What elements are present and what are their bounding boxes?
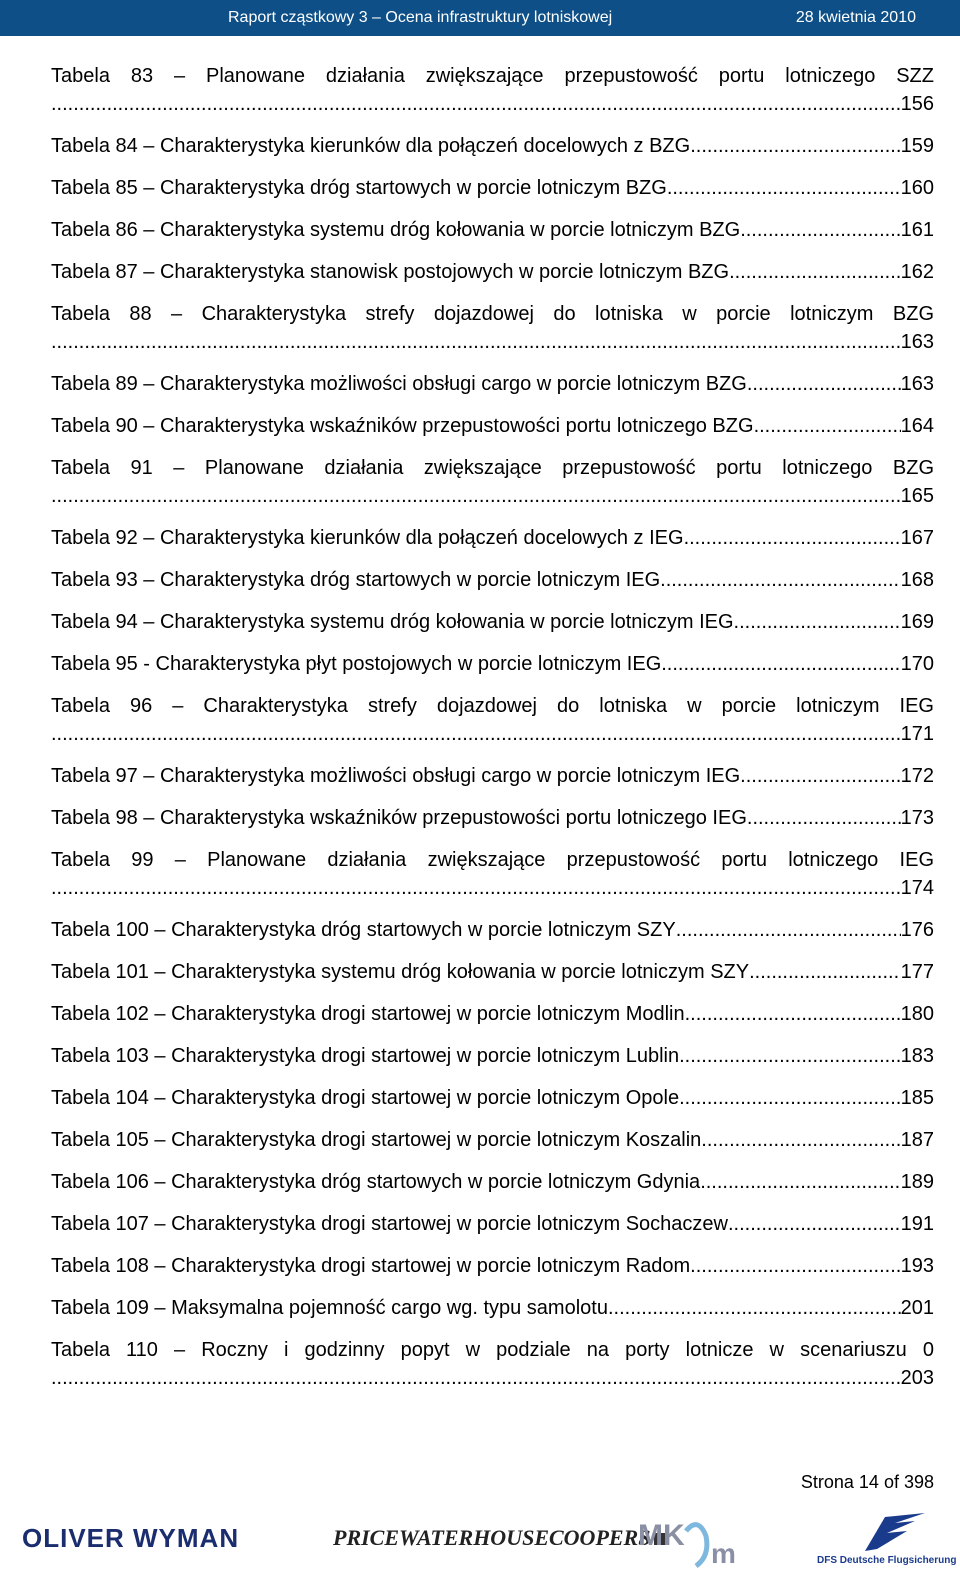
mkm-logo	[636, 1511, 756, 1571]
toc-entry-page: 163	[900, 373, 934, 395]
toc-entry[interactable]	[51, 1126, 934, 1154]
toc-entry-title: Tabela 101 – Charakterystyka systemu dróg kołowania w porcie lotniczym SZY	[51, 961, 750, 983]
toc-entry[interactable]	[51, 608, 934, 636]
toc-entry-title: Tabela 94 – Charakterystyka systemu dróg kołowania w porcie lotniczym IEG	[51, 611, 734, 633]
toc-entry-page: 173	[900, 807, 934, 829]
toc-entry-title: Tabela 96 – Charakterystyka strefy dojazdowej do lotniska w porcie lotniczym IEG	[51, 695, 934, 717]
toc-entry[interactable]	[51, 1000, 934, 1028]
toc-entry-title: Tabela 97 – Charakterystyka możliwości obsługi cargo w porcie lotniczym IEG	[51, 765, 741, 787]
toc-leader-dots	[679, 1084, 901, 1112]
toc-leader-dots	[51, 90, 901, 118]
toc-entry-page: 177	[900, 961, 934, 983]
toc-entry-page: 172	[900, 765, 934, 787]
toc-entry[interactable]	[51, 1252, 934, 1280]
toc-entry-title: Tabela 86 – Charakterystyka systemu dróg kołowania w porcie lotniczym BZG	[51, 219, 741, 241]
toc-leader-dots	[685, 1000, 901, 1028]
toc-entry[interactable]	[51, 132, 934, 160]
toc-entry-page: 162	[900, 261, 934, 283]
toc-entry[interactable]	[51, 958, 934, 986]
toc-leader-dots	[700, 1168, 900, 1196]
toc-entry[interactable]	[51, 216, 934, 244]
toc-leader-dots	[51, 874, 901, 902]
toc-entry-page: 174	[900, 877, 934, 899]
toc-entry-page: 163	[900, 331, 934, 353]
toc-entry-page: 161	[900, 219, 934, 241]
toc-leader-dots	[747, 804, 901, 832]
toc-entry-page: 201	[900, 1297, 934, 1319]
toc-entry-title: Tabela 110 – Roczny i godzinny popyt w podziale na porty lotnicze w scenariuszu 0	[51, 1339, 934, 1361]
toc-entry[interactable]	[51, 174, 934, 202]
toc-entry-page: 180	[900, 1003, 934, 1025]
toc-leader-dots	[690, 132, 900, 160]
toc-leader-dots	[667, 174, 901, 202]
toc-entry-title: Tabela 108 – Charakterystyka drogi startowej w porcie lotniczym Radom	[51, 1255, 691, 1277]
toc-entry[interactable]	[51, 62, 934, 118]
toc-entry[interactable]	[51, 258, 934, 286]
toc-entry-title: Tabela 84 – Charakterystyka kierunków dla połączeń docelowych z BZG	[51, 135, 691, 157]
toc-leader-dots	[740, 216, 900, 244]
toc-entry-title: Tabela 106 – Charakterystyka dróg startowych w porcie lotniczym Gdynia	[51, 1171, 701, 1193]
oliver-wyman-logo: OLIVER WYMAN	[22, 1523, 240, 1553]
toc-entry-title: Tabela 92 – Charakterystyka kierunków dla połączeń docelowych z IEG	[51, 527, 684, 549]
toc-entry[interactable]	[51, 1168, 934, 1196]
toc-leader-dots	[608, 1294, 901, 1322]
toc-entry-page: 170	[900, 653, 934, 675]
table-of-contents	[51, 62, 934, 1406]
toc-entry-title: Tabela 102 – Charakterystyka drogi startowej w porcie lotniczym Modlin	[51, 1003, 685, 1025]
toc-entry-title: Tabela 98 – Charakterystyka wskaźników przepustowości portu lotniczego IEG	[51, 807, 747, 829]
toc-entry-page: 171	[900, 723, 934, 745]
toc-entry[interactable]	[51, 412, 934, 440]
toc-entry-title: Tabela 99 – Planowane działania zwiększające przepustowość portu lotniczego IEG	[51, 849, 934, 871]
toc-leader-dots	[747, 370, 901, 398]
toc-entry[interactable]	[51, 1210, 934, 1238]
svg-text:m: m	[711, 1538, 736, 1569]
toc-entry-page: 167	[900, 527, 934, 549]
toc-leader-dots	[690, 1252, 900, 1280]
toc-entry[interactable]	[51, 1294, 934, 1322]
toc-entry-page: 169	[900, 611, 934, 633]
toc-leader-dots	[676, 916, 901, 944]
toc-leader-dots	[51, 328, 901, 356]
toc-entry-page: 165	[900, 485, 934, 507]
toc-entry[interactable]	[51, 524, 934, 552]
toc-entry-title: Tabela 88 – Charakterystyka strefy dojazdowej do lotniska w porcie lotniczym BZG	[51, 303, 934, 325]
toc-entry-title: Tabela 105 – Charakterystyka drogi startowej w porcie lotniczym Koszalin	[51, 1129, 702, 1151]
toc-leader-dots	[728, 1210, 901, 1238]
page-header	[0, 0, 960, 36]
pwc-logo	[333, 1525, 666, 1551]
toc-entry-page: 187	[900, 1129, 934, 1151]
toc-entry-title: Tabela 89 – Charakterystyka możliwości obsługi cargo w porcie lotniczym BZG	[51, 373, 747, 395]
toc-entry-title: Tabela 109 – Maksymalna pojemność cargo wg. typu samolotu	[51, 1297, 608, 1319]
dfs-logo-text: DFS Deutsche Flugsicherung	[817, 1555, 957, 1566]
toc-entry-title: Tabela 104 – Charakterystyka drogi startowej w porcie lotniczym Opole	[51, 1087, 680, 1109]
toc-leader-dots	[679, 1042, 901, 1070]
toc-entry-page: 193	[900, 1255, 934, 1277]
toc-entry-title: Tabela 87 – Charakterystyka stanowisk postojowych w porcie lotniczym BZG	[51, 261, 730, 283]
toc-leader-dots	[740, 762, 900, 790]
toc-entry-page: 168	[900, 569, 934, 591]
toc-entry-title: Tabela 95 - Charakterystyka płyt postojowych w porcie lotniczym IEG	[51, 653, 662, 675]
toc-entry-page: 183	[900, 1045, 934, 1067]
toc-entry[interactable]	[51, 916, 934, 944]
toc-entry[interactable]	[51, 804, 934, 832]
toc-entry-page: 189	[900, 1171, 934, 1193]
toc-entry[interactable]	[51, 300, 934, 356]
toc-leader-dots	[661, 650, 900, 678]
toc-entry-title: Tabela 103 – Charakterystyka drogi startowej w porcie lotniczym Lublin	[51, 1045, 680, 1067]
toc-entry[interactable]	[51, 454, 934, 510]
dfs-logo	[815, 1511, 957, 1577]
toc-entry-page: 185	[900, 1087, 934, 1109]
toc-entry-page: 164	[900, 415, 934, 437]
toc-entry-title: Tabela 83 – Planowane działania zwiększające przepustowość portu lotniczego SZZ	[51, 65, 934, 87]
toc-entry-title: Tabela 100 – Charakterystyka dróg startowych w porcie lotniczym SZY	[51, 919, 676, 941]
toc-entry-title: Tabela 90 – Charakterystyka wskaźników przepustowości portu lotniczego BZG	[51, 415, 754, 437]
svg-text:MK: MK	[638, 1519, 685, 1552]
toc-entry-page: 159	[900, 135, 934, 157]
toc-entry[interactable]	[51, 1042, 934, 1070]
toc-entry[interactable]	[51, 1084, 934, 1112]
pwc-logo-text: PRICEWATERHOUSECOOPERS	[333, 1525, 651, 1550]
toc-leader-dots	[734, 608, 901, 636]
toc-leader-dots	[51, 1364, 901, 1392]
toc-entry-page: 203	[900, 1367, 934, 1389]
header-title: Raport cząstkowy 3 – Ocena infrastruktury lotniskowej	[228, 9, 613, 26]
header-date: 28 kwietnia 2010	[795, 9, 916, 26]
toc-entry[interactable]	[51, 1336, 934, 1392]
toc-entry-title: Tabela 107 – Charakterystyka drogi startowej w porcie lotniczym Sochaczew	[51, 1213, 728, 1235]
toc-entry-page: 160	[900, 177, 934, 199]
toc-leader-dots	[51, 482, 901, 510]
toc-entry[interactable]	[51, 370, 934, 398]
toc-entry-title: Tabela 85 – Charakterystyka dróg startowych w porcie lotniczym BZG	[51, 177, 667, 199]
toc-leader-dots	[749, 958, 901, 986]
footer-logos	[0, 1505, 960, 1583]
toc-leader-dots	[660, 566, 900, 594]
toc-leader-dots	[51, 720, 901, 748]
toc-leader-dots	[754, 412, 901, 440]
toc-leader-dots	[684, 524, 901, 552]
toc-entry-title: Tabela 93 – Charakterystyka dróg startowych w porcie lotniczym IEG	[51, 569, 661, 591]
toc-entry[interactable]	[51, 762, 934, 790]
toc-entry-page: 191	[900, 1213, 934, 1235]
toc-entry[interactable]	[51, 566, 934, 594]
page-number: Strona 14 of 398	[800, 1472, 934, 1492]
toc-leader-dots	[701, 1126, 900, 1154]
toc-entry[interactable]	[51, 692, 934, 748]
toc-entry-title: Tabela 91 – Planowane działania zwiększające przepustowość portu lotniczego BZG	[51, 457, 934, 479]
toc-entry[interactable]	[51, 650, 934, 678]
toc-entry-page: 156	[900, 93, 934, 115]
toc-entry-page: 176	[900, 919, 934, 941]
toc-entry[interactable]	[51, 846, 934, 902]
toc-leader-dots	[729, 258, 901, 286]
